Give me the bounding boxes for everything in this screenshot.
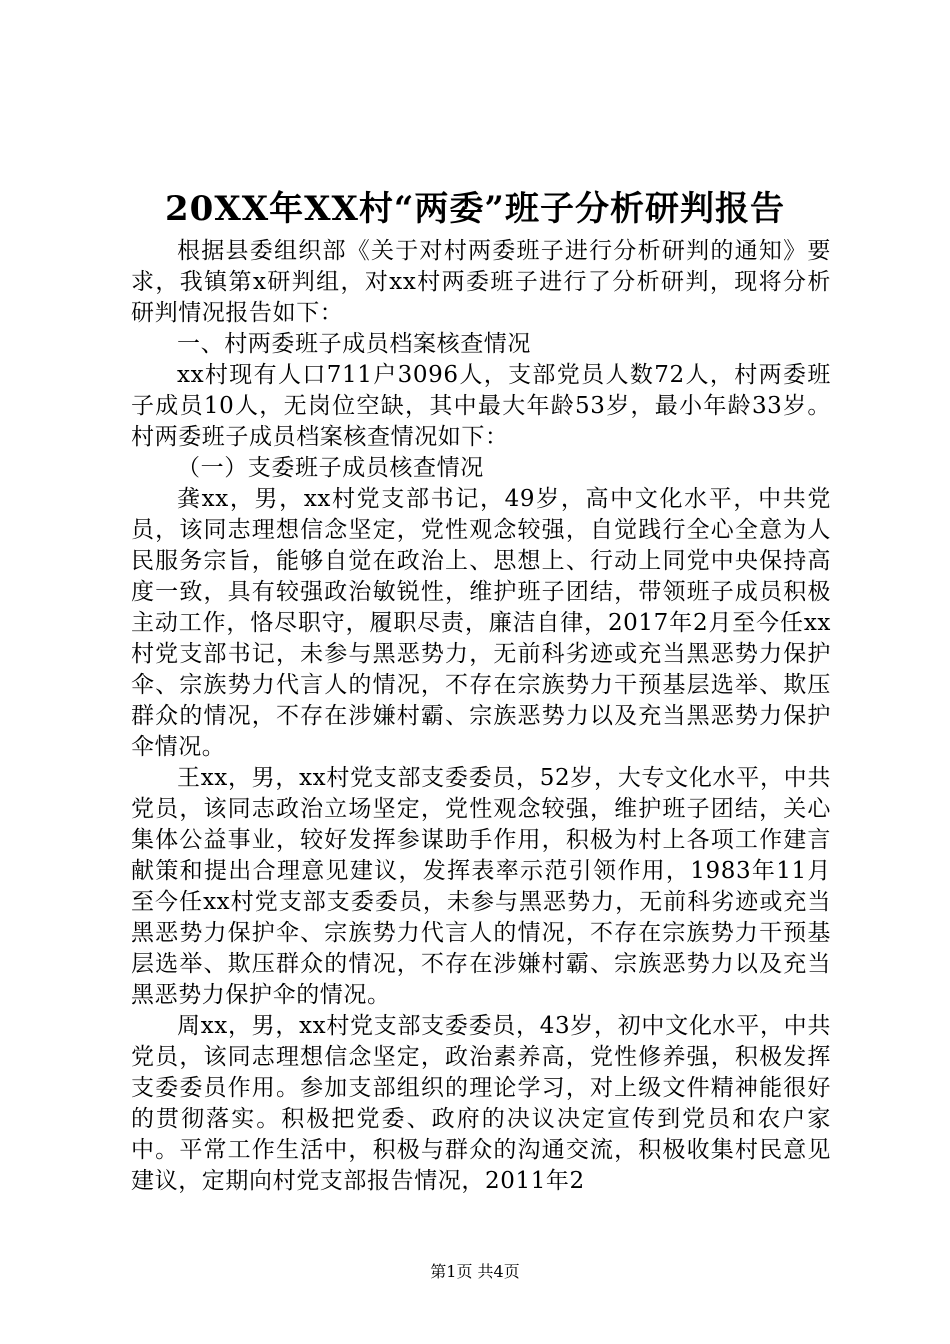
overview-paragraph: xx村现有人口711户3096人，支部党员人数72人，村两委班子成员10人，无岗位空缺，其中最大年龄53岁，最小年龄33岁。村两委班子成员档案核查情况如下： <box>131 362 831 450</box>
document-title: 20XX年XX村“两委”班子分析研判报告 <box>165 189 785 229</box>
member-paragraph-wang: 王xx，男，xx村党支部支委委员，52岁，大专文化水平，中共党员，该同志政治立场坚定，党性观念较强，维护班子团结，关心集体公益事业，较好发挥参谋助手作用，积极为村上各项工作建言献策和提出合理意见建议，发挥表率示范引领作用，1983年11月至今任xx村党支部支委委员，未参与黑恶势力，无前科劣迹或充当黑恶势力保护伞、宗族势力代言人的情况，不存在宗族势力干预基层选举、欺压群众的情况，不存在涉嫌村霸、宗族恶势力以及充当黑恶势力保护伞的情况。 <box>131 765 831 1008</box>
intro-paragraph: 根据县委组织部《关于对村两委班子进行分析研判的通知》要求，我镇第x研判组，对xx村两委班子进行了分析研判，现将分析研判情况报告如下： <box>131 238 831 326</box>
subsection-heading: （一）支委班子成员核查情况 <box>177 455 484 481</box>
page-number-footer: 第1页 共4页 <box>430 1262 520 1281</box>
section-heading: 一、村两委班子成员档案核查情况 <box>177 331 531 357</box>
member-paragraph-gong: 龚xx，男，xx村党支部书记，49岁，高中文化水平，中共党员，该同志理想信念坚定，党性观念较强，自觉践行全心全意为人民服务宗旨，能够自觉在政治上、思想上、行动上同党中央保持高度一致，具有较强政治敏锐性，维护班子团结，带领班子成员积极主动工作，恪尽职守，履职尽责，廉洁自律，2017年2月至今任xx村党支部书记，未参与黑恶势力，无前科劣迹或充当黑恶势力保护伞、宗族势力代言人的情况，不存在宗族势力干预基层选举、欺压群众的情况，不存在涉嫌村霸、宗族恶势力以及充当黑恶势力保护伞情况。 <box>131 486 831 760</box>
member-paragraph-zhou: 周xx，男，xx村党支部支委委员，43岁，初中文化水平，中共党员，该同志理想信念坚定，政治素养高，党性修养强，积极发挥支委委员作用。参加支部组织的理论学习，对上级文件精神能很好的贯彻落实。积极把党委、政府的决议决定宣传到党员和农户家中。平常工作生活中，积极与群众的沟通交流，积极收集村民意见建议，定期向村党支部报告情况，2011年2 <box>131 1013 831 1194</box>
document-body <box>131 236 831 1197</box>
